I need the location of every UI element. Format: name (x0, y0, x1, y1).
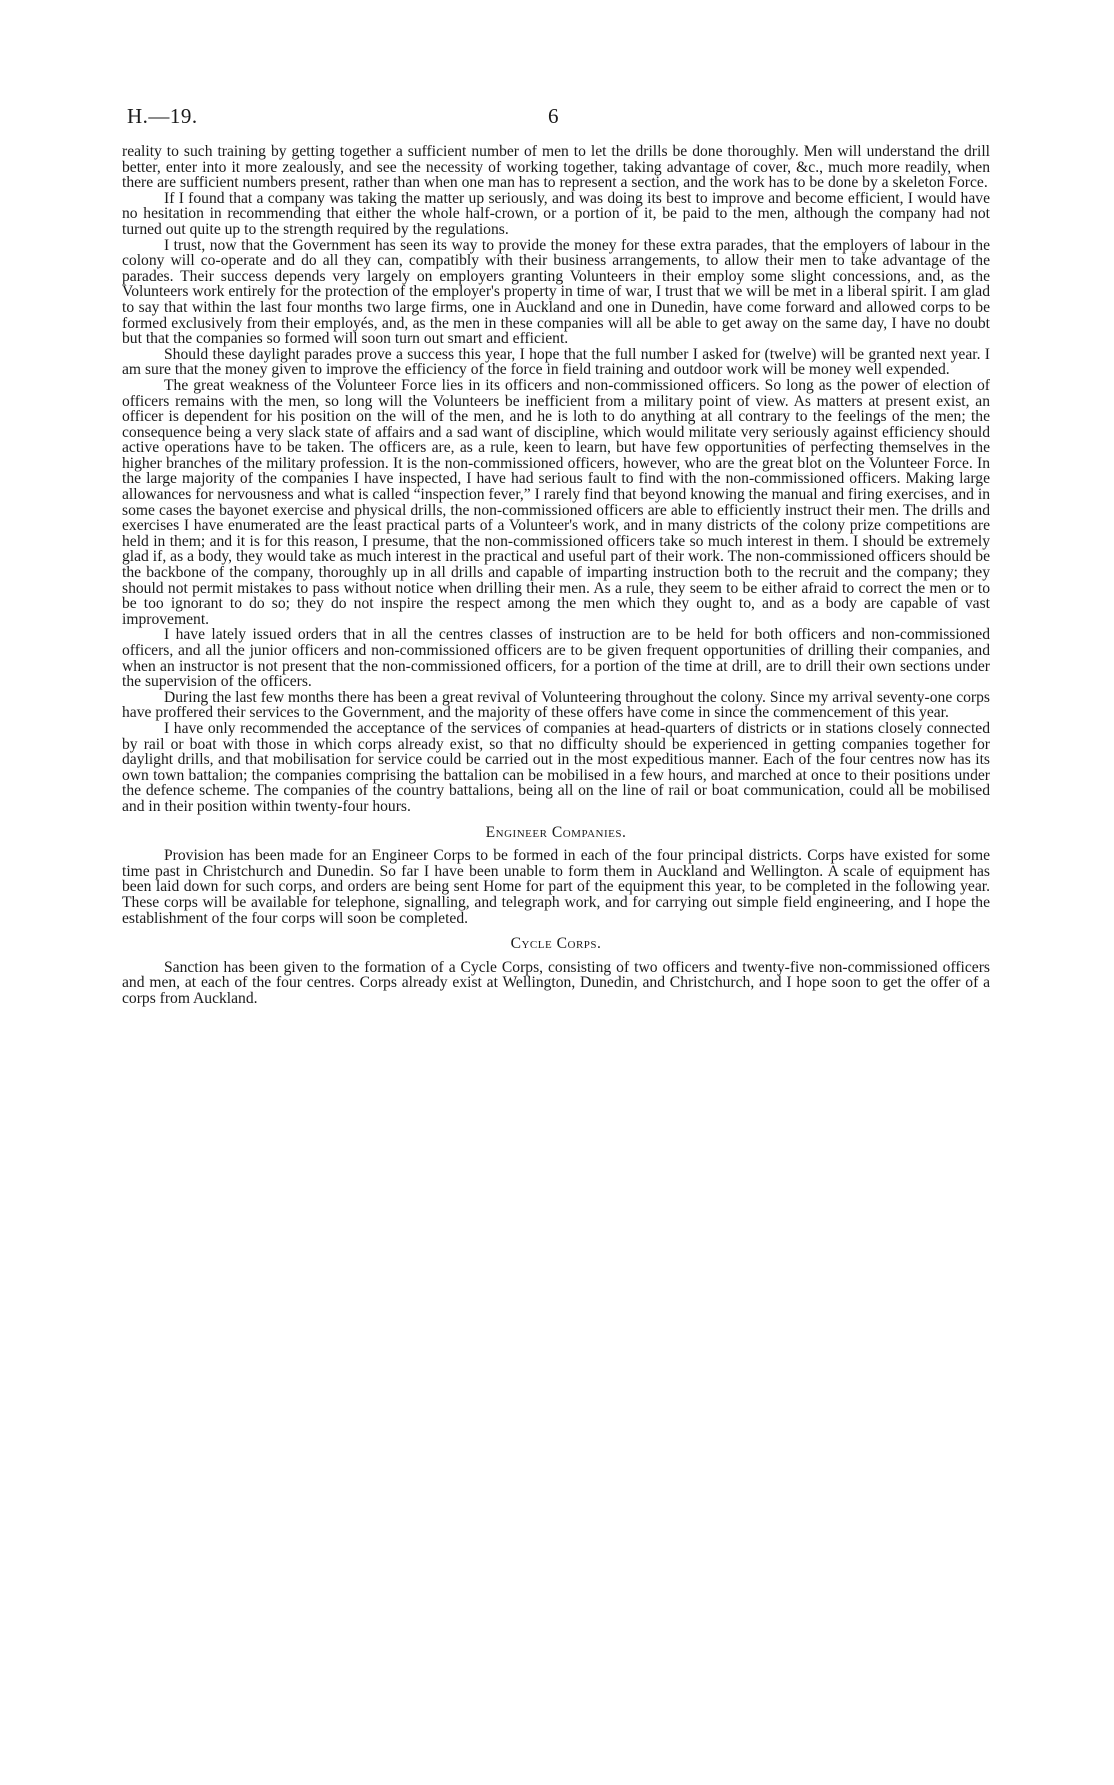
document-body (122, 144, 990, 1006)
paragraph-half-crown: If I found that a company was taking the matter up seriously, and was doing its best to improve and become efficient, I would have no hesitation in recommending that either the whole half-crown, or a portion of it, be paid to the men, although the company had not turned out quite up to the strength required by the regulations. (122, 189, 990, 238)
paragraph-continuation: reality to such training by getting together a sufficient number of men to let the drills be done thoroughly. Men will understand the drill better, enter into it more zealously, and see the necessity of working together, taking advantage of cover, &c., much more readily, when there are sufficient numbers present, rather than when one man has to represent a section, and the work has to be done by a skeleton Force. (122, 143, 990, 192)
paragraph-volunteering-revival: During the last few months there has been a great revival of Volunteering throughout the colony. Since my arrival seventy-one corps have proffered their services to the Government, and the majority of these offers have come in since the commencement of this year. (122, 688, 990, 722)
paragraph-engineer-corps: Provision has been made for an Engineer Corps to be formed in each of the four principal districts. Corps have existed for some time past in Christchurch and Dunedin. So far I have been unable to form them in Auckland and Wellington. A scale of equipment has been laid down for such corps, and orders are being sent Home for part of the equipment this year, to be completed in the following year. These corps will be available for telephone, signalling, and telegraph work, and for carrying out simple field engineering, and I hope the establishment of the four corps will soon be completed. (122, 847, 990, 927)
paragraph-cycle-corps: Sanction has been given to the formation of a Cycle Corps, consisting of two officers and twenty-five non-commissioned officers and men, at each of the four centres. Corps already exist at Wellington, Dunedin, and Christchurch, and I hope soon to get the offer of a corps from Auckland. (122, 958, 990, 1007)
section-heading-engineer-companies: Engineer Companies. (485, 823, 627, 841)
document-reference: H.—19. (127, 104, 198, 128)
paragraph-instruction-classes: I have lately issued orders that in all the centres classes of instruction are to be held for both officers and non-commissioned officers, and all the junior officers and non-commissioned officers are to be given frequent opportunities of drilling their companies, and when an instructor is not present that the non-commissioned officers, for a portion of the time at drill, are to drill their own sections under the supervision of the officers. (122, 626, 990, 691)
section-heading-cycle-corps: Cycle Corps. (510, 935, 602, 953)
document-page (122, 104, 990, 1006)
paragraph-daylight-parades: Should these daylight parades prove a success this year, I hope that the full number I asked for (twelve) will be granted next year. I am sure that the money given to improve the efficiency of the force in field training and outdoor work will be money well expended. (122, 345, 990, 379)
paragraph-weakness-officers: The great weakness of the Volunteer Force lies in its officers and non-commissioned officers. So long as the power of election of officers remains with the men, so long will the Volunteers be inefficient from a military point of view. As matters at present exist, an officer is dependent for his position on the will of the men, and he is loth to do anything at all contrary to the feelings of the men; the consequence being a very slack state of affairs and a sad want of discipline, which would militate very seriously against efficiency should active operations have to be taken. The officers are, as a rule, keen to learn, but have few opportunities of perfecting themselves in the higher branches of the military profession. It is the non-commissioned officers, however, who are the great blot on the Volunteer Force. In the large majority of the companies I have inspected, I have had serious fault to find with the non-commissioned officers. Making large allowances for nervousness and what is called “inspection fever,” I rarely find that beyond knowing the manual and firing exercises, and in some cases the bayonet exercise and physical drills, the non-commissioned officers are able to efficiently instruct their men. The drills and exercises I have enumerated are the least practical parts of a Volunteer's work, and in many districts of the colony prize competitions are held in them; and it is for this reason, I presume, that the non-commissioned officers take so much interest in them. I should be extremely glad if, as a body, they would take as much interest in the practical and useful part of their work. The non-commissioned officers should be the backbone of the company, thoroughly up in all drills and capable of imparting instruction both to the recruit and the company; they should not permit mistakes to pass without notice when drilling their men. As a rule, they seem to be either afraid to correct the men or to be too ignorant to do so; they do not inspire the respect among the men which they ought to, and as a body are capable of vast improvement. (122, 376, 990, 628)
paragraph-mobilisation: I have only recommended the acceptance of the services of companies at head-quarters of districts or in stations closely connected by rail or boat with those in which corps already exist, so that no difficulty should be experienced in getting companies together for daylight drills, and that mobilisation for service could be carried out in the most expeditious manner. Each of the four centres now has its own town battalion; the companies comprising the battalion can be mobilised in a few hours, and marched at once to their positions under the defence scheme. The companies of the country battalions, being all on the line of rail or boat communication, could all be mobilised and in their position within twenty-four hours. (122, 719, 990, 815)
page-number: 6 (548, 104, 559, 128)
page-header (122, 104, 990, 144)
paragraph-employers: I trust, now that the Government has seen its way to provide the money for these extra parades, that the employers of labour in the colony will co-operate and do all they can, compatibly with their business arrangements, to allow their men to take advantage of the parades. Their success depends very largely on employers granting Volunteers in their employ some slight concessions, and, as the Volunteers work entirely for the protection of the employer's property in time of war, I trust that we will be met in a liberal spirit. I am glad to say that within the last four months two large firms, one in Auckland and one in Dunedin, have come forward and allowed corps to be formed exclusively from their employés, and, as the men in these companies will all be able to get away on the same day, I have no doubt but that the companies so formed will soon turn out smart and efficient. (122, 236, 990, 348)
